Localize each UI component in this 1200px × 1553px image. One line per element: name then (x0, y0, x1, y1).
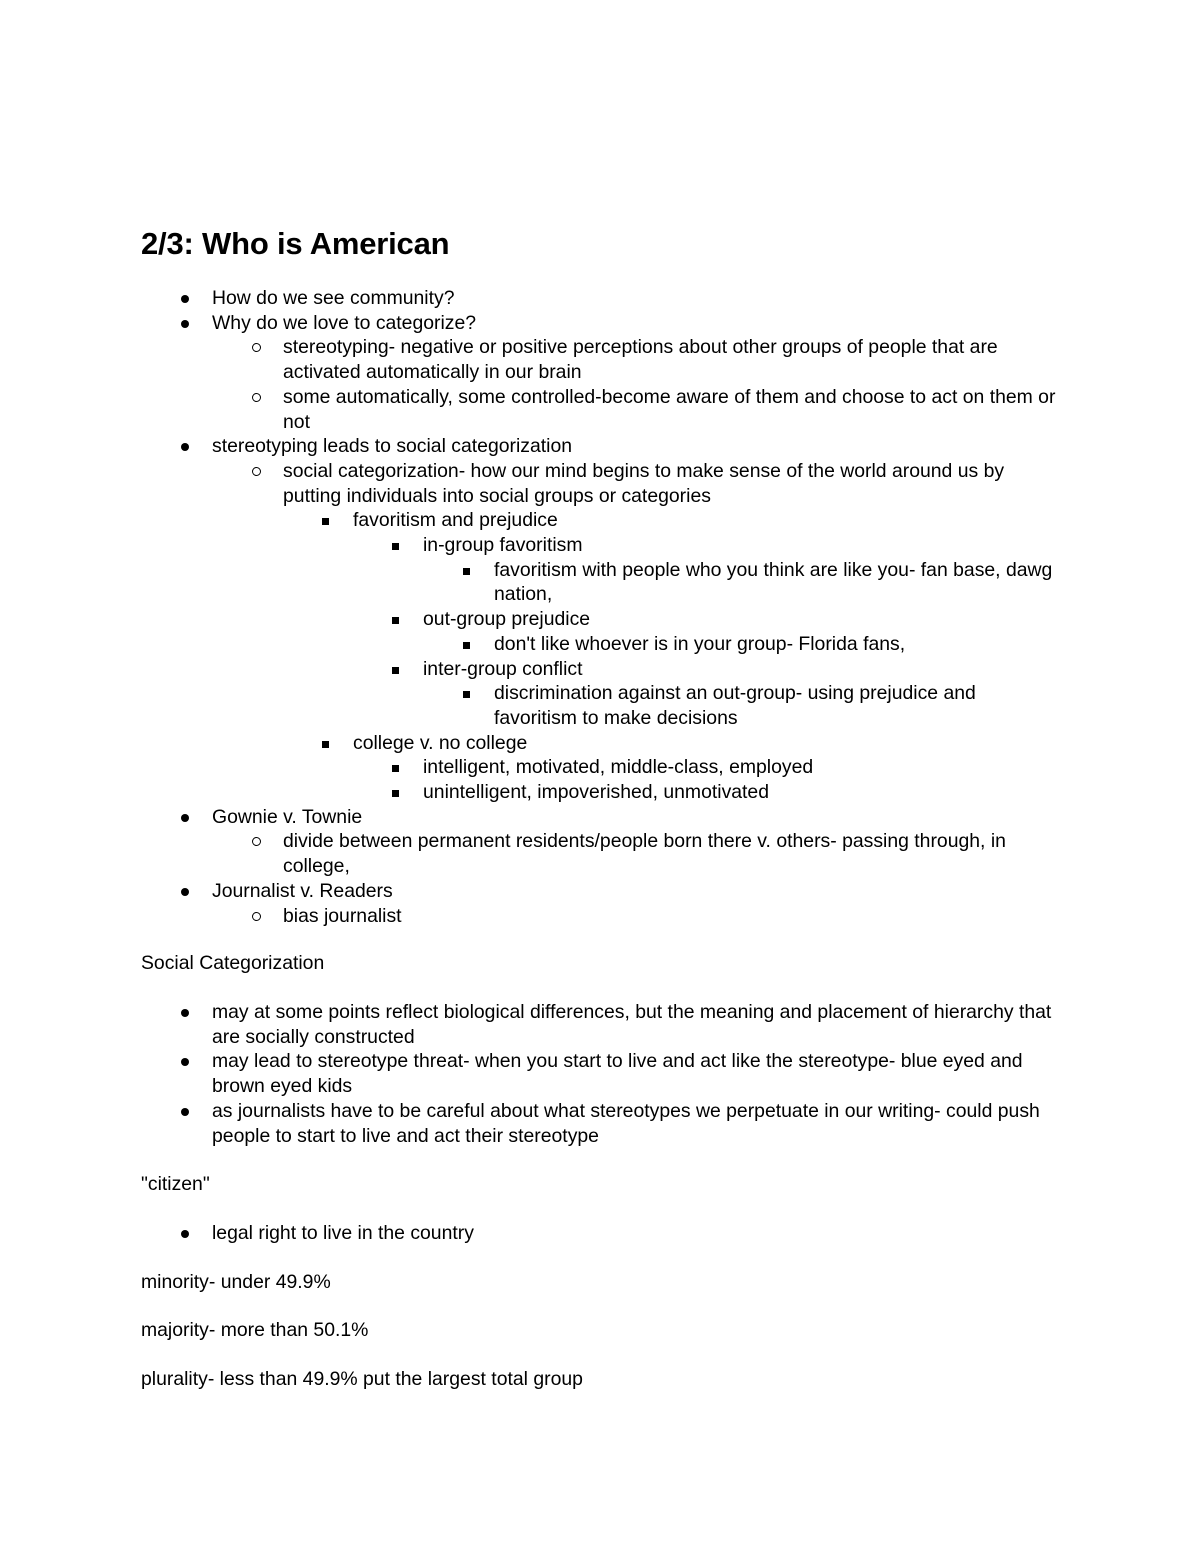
list-item-text: Journalist v. Readers (212, 879, 393, 902)
definition-plurality: plurality- less than 49.9% put the largest total group (141, 1368, 583, 1391)
outline-item (212, 434, 1060, 459)
disc-bullet-icon (181, 814, 189, 822)
disc-bullet-icon (181, 1108, 189, 1116)
square-bullet-icon (463, 691, 470, 698)
social-categorization-item (212, 1000, 1060, 1049)
circle-bullet-icon (252, 343, 261, 352)
outline-item (212, 286, 1060, 311)
page-title: 2/3: Who is American (141, 226, 450, 261)
list-item-text: as journalists have to be careful about what stereotypes we perpetuate in our writing- could push people to start to live and act their stereotype (212, 1099, 1040, 1147)
outline-item (494, 681, 1060, 730)
outline-item (212, 805, 1060, 830)
definition-majority: majority- more than 50.1% (141, 1319, 369, 1342)
disc-bullet-icon (181, 1058, 189, 1066)
list-item-text: bias journalist (283, 904, 402, 927)
list-item-text: some automatically, some controlled-become aware of them and choose to act on them or not (283, 385, 1056, 433)
definition-minority: minority- under 49.9% (141, 1270, 331, 1293)
list-item-text: discrimination against an out-group- using prejudice and favoritism to make decisions (494, 682, 976, 729)
list-item-text: college v. no college (353, 731, 528, 754)
outline-item (353, 731, 1060, 756)
section-heading-social-categorization: Social Categorization (141, 952, 325, 975)
outline-item (423, 533, 1060, 558)
social-categorization-item (212, 1099, 1060, 1148)
disc-bullet-icon (181, 320, 189, 328)
list-item-text: favoritism with people who you think are like you- fan base, dawg nation, (494, 558, 1053, 606)
outline-item (494, 558, 1060, 607)
circle-bullet-icon (252, 467, 261, 476)
square-bullet-icon (322, 518, 329, 525)
list-item-text: divide between permanent residents/people born there v. others- passing through, in college, (283, 830, 1006, 878)
outline-item (353, 508, 1060, 533)
square-bullet-icon (392, 617, 399, 624)
outline-item (283, 335, 1060, 384)
list-item-text: inter-group conflict (423, 657, 583, 680)
list-item-text: Why do we love to categorize? (212, 311, 477, 334)
list-item-text: Gownie v. Townie (212, 805, 363, 828)
circle-bullet-icon (252, 393, 261, 402)
citizen-item (212, 1221, 1060, 1246)
social-categorization-list (141, 1000, 1071, 1148)
outline-item (423, 607, 1060, 632)
list-item-text: stereotyping leads to social categorization (212, 435, 573, 458)
list-item-text: unintelligent, impoverished, unmotivated (423, 781, 770, 804)
list-item-text: legal right to live in the country (212, 1221, 474, 1244)
outline-item (423, 780, 1060, 805)
list-item-text: How do we see community? (212, 287, 455, 309)
disc-bullet-icon (181, 1009, 189, 1017)
disc-bullet-icon (181, 1230, 189, 1238)
outline-item (212, 879, 1060, 904)
circle-bullet-icon (252, 912, 261, 921)
square-bullet-icon (392, 667, 399, 674)
outline-item (283, 459, 1060, 508)
list-item-text: stereotyping- negative or positive perceptions about other groups of people that are activated automatically in our brain (283, 336, 998, 384)
list-item-text: don't like whoever is in your group- Florida fans, (494, 632, 906, 655)
outline-item (423, 755, 1060, 780)
disc-bullet-icon (181, 888, 189, 896)
document-body (141, 222, 1071, 1392)
outline-item (494, 632, 1060, 657)
list-item-text: in-group favoritism (423, 534, 583, 557)
list-item-text: favoritism and prejudice (353, 509, 558, 532)
square-bullet-icon (392, 790, 399, 797)
square-bullet-icon (463, 642, 470, 649)
social-categorization-item (212, 1049, 1060, 1098)
disc-bullet-icon (181, 443, 189, 451)
disc-bullet-icon (181, 295, 189, 303)
circle-bullet-icon (252, 837, 261, 846)
outline-item (283, 904, 1060, 929)
square-bullet-icon (392, 543, 399, 550)
section-heading-citizen: "citizen" (141, 1173, 210, 1196)
square-bullet-icon (392, 765, 399, 772)
list-item-text: social categorization- how our mind begins to make sense of the world around us by putting individuals into social groups or categories (283, 459, 1005, 507)
square-bullet-icon (463, 568, 470, 575)
list-item-text: may lead to stereotype threat- when you start to live and act like the stereotype- blue eyed and brown eyed kids (212, 1050, 1023, 1098)
square-bullet-icon (322, 741, 329, 748)
citizen-list (141, 1221, 1071, 1246)
outline-item (423, 657, 1060, 682)
outline-item (212, 311, 1060, 336)
outline-list (141, 286, 1071, 928)
list-item-text: may at some points reflect biological differences, but the meaning and placement of hierarchy that are socially constructed (212, 1000, 1052, 1048)
outline-item (283, 385, 1060, 434)
list-item-text: out-group prejudice (423, 608, 591, 631)
list-item-text: intelligent, motivated, middle-class, employed (423, 756, 814, 779)
outline-item (283, 829, 1060, 878)
